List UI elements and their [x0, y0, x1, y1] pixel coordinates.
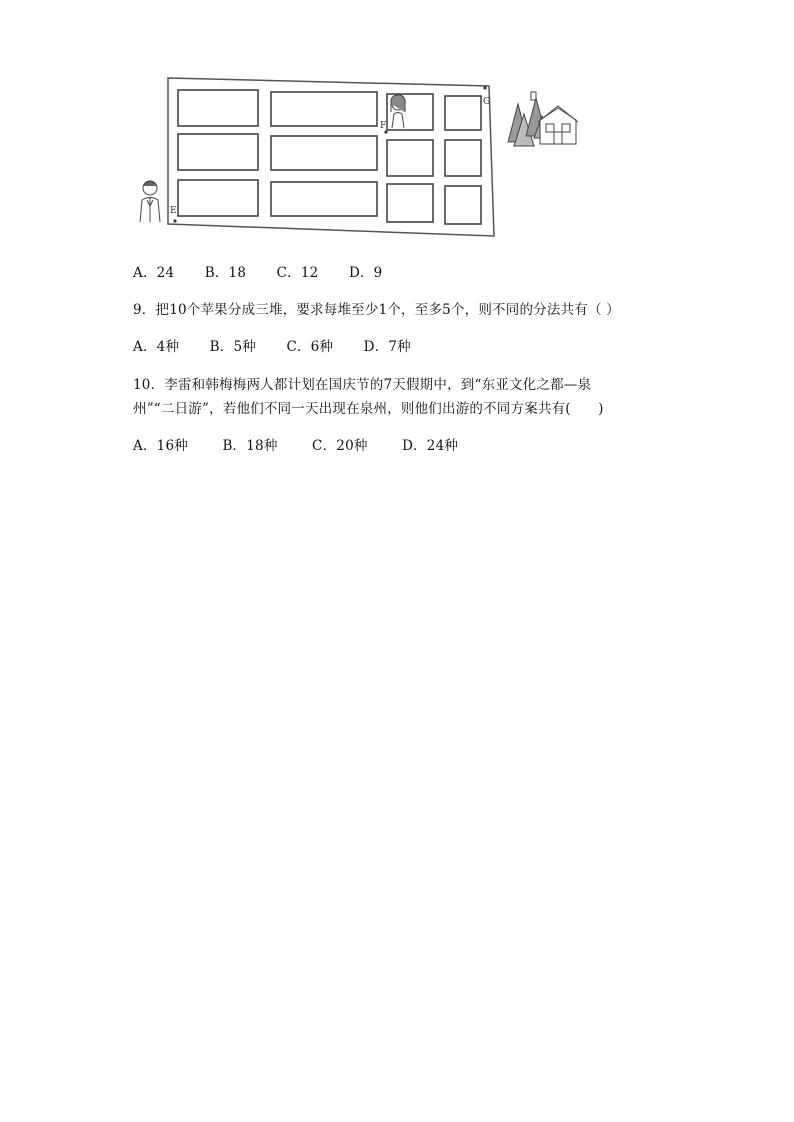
- q10-option-c: C．20种: [312, 438, 368, 454]
- point-e-label: E: [170, 206, 177, 216]
- street-grid-figure: [134, 76, 584, 246]
- street-grid-drawing: [134, 76, 584, 246]
- q8-option-d: D．9: [348, 265, 383, 281]
- q10-option-a: A．16种: [133, 438, 188, 454]
- q9-option-d: D．7种: [363, 339, 411, 355]
- q10-option-d: D．24种: [402, 438, 459, 454]
- q9-option-a: A．4种: [133, 339, 180, 355]
- point-f-label: F: [380, 121, 387, 131]
- q10-options: [133, 435, 488, 457]
- q8-option-c: C．12: [276, 265, 319, 281]
- girl-figure: [391, 95, 405, 128]
- q9-text: 9．把10个苹果分成三堆，要求每堆至少1个，至多5个，则不同的分法共有（ ）: [133, 302, 620, 318]
- boy-figure: [140, 181, 160, 222]
- trees-and-house: [508, 92, 578, 146]
- q10-text-line1: 10．李雷和韩梅梅两人都计划在国庆节的7天假期中，到“东亚文化之都—泉: [133, 377, 592, 393]
- q9-options: [133, 336, 437, 358]
- q9-option-c: C．6种: [286, 339, 334, 355]
- q10-text-line2: 州”“二日游”，若他们不同一天出现在泉州，则他们出游的不同方案共有( ): [133, 401, 604, 417]
- q8-option-b: B．18: [204, 265, 247, 281]
- q10-option-b: B．18种: [222, 438, 278, 454]
- q9-option-b: B．5种: [209, 339, 256, 355]
- q8-options: [133, 262, 408, 284]
- point-g-label: G: [483, 97, 491, 107]
- q8-option-a: A．24: [133, 265, 175, 281]
